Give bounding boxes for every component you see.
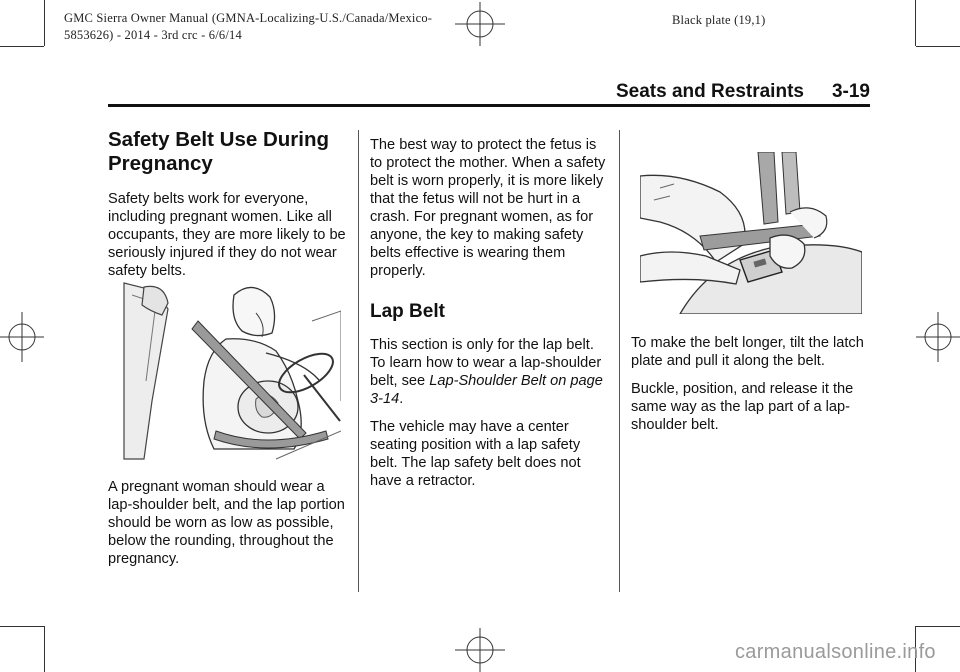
buckle-paragraph: Buckle, position, and release it the same way as the lap part of a lap-shoulder belt. [631,381,854,433]
lap-belt-heading: Lap Belt [370,301,445,322]
column-divider [619,130,620,592]
illustration-caption: A pregnant woman should wear a lap-shoulder belt, and the lap portion should be worn as low as possible, below the rounding, throughout the pregnancy. [108,479,345,567]
center-seat-paragraph: The vehicle may have a center seating position with a lap safety belt. The lap safety belt does not have a retractor. [370,419,581,489]
section-title: Seats and Restraints [616,81,804,102]
printer-slug [64,10,484,44]
slug-line-1: GMC Sierra Owner Manual (GMNA-Localizing-U.S./Canada/Mexico- [64,11,433,25]
column-2 [370,136,610,490]
column-3 [631,334,871,434]
fetus-paragraph: The best way to protect the fetus is to protect the mother. When a safety belt is worn properly, it is more likely that the fetus will not be hurt in a crash. For pregnant women, as for anyone, the key to making safety belts effective is wearing them properly. [370,137,606,279]
page-number: 3-19 [831,81,870,102]
lap-belt-paragraph [370,336,610,408]
crop-mark [915,0,916,46]
header-rule [108,104,870,107]
registration-mark-icon [916,312,960,362]
intro-paragraph: Safety belts work for everyone, including pregnant women. Like all occupants, they are more likely to be seriously injured if they do not wear safety belts. [108,191,346,279]
crop-mark [44,0,45,46]
column-1 [108,128,346,280]
lap-shoulder-belt-link[interactable]: Lap-Shoulder Belt on page 3-14 [370,373,603,407]
running-head [616,81,870,103]
registration-mark-icon [455,628,505,672]
crop-mark [0,46,44,47]
registration-mark-icon [0,312,44,362]
column-divider [358,130,359,592]
latch-plate-illustration [640,152,862,314]
crop-mark [44,626,45,672]
pregnant-driver-illustration [116,281,341,461]
lengthen-belt-paragraph: To make the belt longer, tilt the latch plate and pull it along the belt. [631,335,864,369]
crop-mark [0,626,44,627]
section-heading: Safety Belt Use During Pregnancy [108,128,329,175]
watermark: carmanualsonline.info [735,641,936,663]
crop-mark [916,626,960,627]
lap-belt-text: This section is only for the lap belt. To learn how to wear a lap-shoulder belt, see [370,337,602,389]
crop-mark [916,46,960,47]
plate-label: Black plate (19,1) [672,13,766,27]
lap-belt-text-end: . [399,391,404,407]
slug-line-2: 5853626) - 2014 - 3rd crc - 6/6/14 [64,28,242,42]
